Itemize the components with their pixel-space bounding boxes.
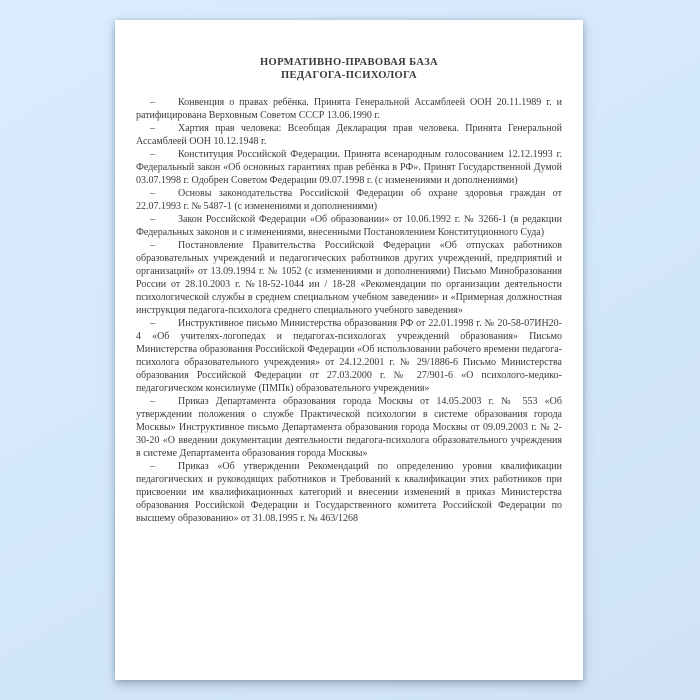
bullet-dash: – <box>150 240 155 251</box>
list-item <box>136 148 562 187</box>
bullet-dash: – <box>150 149 155 160</box>
bullet-dash: – <box>150 461 155 472</box>
bullet-dash: – <box>150 396 155 407</box>
document-page <box>115 20 583 680</box>
list-item <box>136 187 562 213</box>
document-body <box>136 96 562 525</box>
list-item-text: Закон Российской Федерации «Об образовании» от 10.06.1992 г. № 3266-1 (в редакции Федеральных законов и с изменениями, внесенными Постановлением Конституционного Суда) <box>136 214 562 238</box>
title-line-2: ПЕДАГОГА-ПСИХОЛОГА <box>280 70 418 81</box>
bullet-dash: – <box>150 97 155 108</box>
list-item <box>136 317 562 395</box>
list-item-text: Приказ Департамента образования города Москвы от 14.05.2003 г. № 553 «Об утверждении положения о службе Практической психологии в системе образования города Москвы» Инструктивное письмо Департамента образования города Москвы от 09.09.2003 г. № 2-30-20 «О введении документации деятельности педагога-психолога образовательного учреждения в системе Департамента образования города Москвы» <box>136 396 562 459</box>
list-item-text: Инструктивное письмо Министерства образования РФ от 22.01.1998 г. № 20-58-07ИН20-4 «Об учителях-логопедах и педагогах-психологах учреждений образования» Письмо Министерства образования Российской Федерации «Об использовании рабочего времени педагога-психолога образовательного учреждения» от 24.12.2001 г. № 29/1886-6 Письмо Министерства образования Российской Федерации от 27.03.2000 г. № 27/901-6 «О психолого-медико-педагогическом консилиуме (ПМПк) образовательного учреждения» <box>136 318 562 394</box>
list-item <box>136 122 562 148</box>
list-item-text: Хартия прав человека: Всеобщая Декларация прав человека. Принята Генеральной Ассамблеей ООН 10.12.1948 г. <box>136 123 562 147</box>
list-item-text: Конституция Российской Федерации. Принята всенародным голосованием 12.12.1993 г. Федеральный закон «Об основных гарантиях прав ребёнка в РФ». Принят Государственной Думой 03.07.1998 г. Одобрен Советом Федерации 09.07.1998 г. (с изменениями и дополнениями) <box>136 149 562 186</box>
list-item-text: Основы законодательства Российской Федерации об охране здоровья граждан от 22.07.1993 г. № 5487-1 (с изменениями и дополнениями) <box>136 188 562 212</box>
list-item <box>136 239 562 317</box>
list-item-text: Постановление Правительства Российской Федерации «Об отпусках работников образовательных учреждений и педагогических работников других учреждений, предприятий и организаций» от 13.09.1994 г. № 1052 (с изменениями и дополнениями) Письмо Минобразования России от 28.10.2003 г. №18-52-1044 ин / 18-28 «Рекомендации по организации деятельности психологической службы в среднем специальном учебном заведении» и «Примерная должностная инструкция педагога-психолога среднего специального учебного заведения» <box>136 240 562 316</box>
bullet-dash: – <box>150 188 155 199</box>
list-item <box>136 460 562 525</box>
list-item <box>136 96 562 122</box>
bullet-dash: – <box>150 123 155 134</box>
list-item-text: Конвенция о правах ребёнка. Принята Генеральной Ассамблеей ООН 20.11.1989 г. и ратифицирована Верховным Советом СССР 13.06.1990 г. <box>136 97 562 121</box>
bullet-dash: – <box>150 214 155 225</box>
list-item-text: Приказ «Об утверждении Рекомендаций по определению уровня квалификации педагогических и руководящих работников и Требований к квалификации этих работников при присвоении им квалификационных категорий и внесении изменений в приказ Министерства образования Российской Федерации и Государственного комитета Российской Федерации по высшему образованию» от 31.08.1995 г. № 463/1268 <box>136 461 562 524</box>
list-item <box>136 213 562 239</box>
title-line-1: НОРМАТИВНО-ПРАВОВАЯ БАЗА <box>259 57 439 68</box>
bullet-dash: – <box>150 318 155 329</box>
document-title <box>136 56 562 82</box>
list-item <box>136 395 562 460</box>
